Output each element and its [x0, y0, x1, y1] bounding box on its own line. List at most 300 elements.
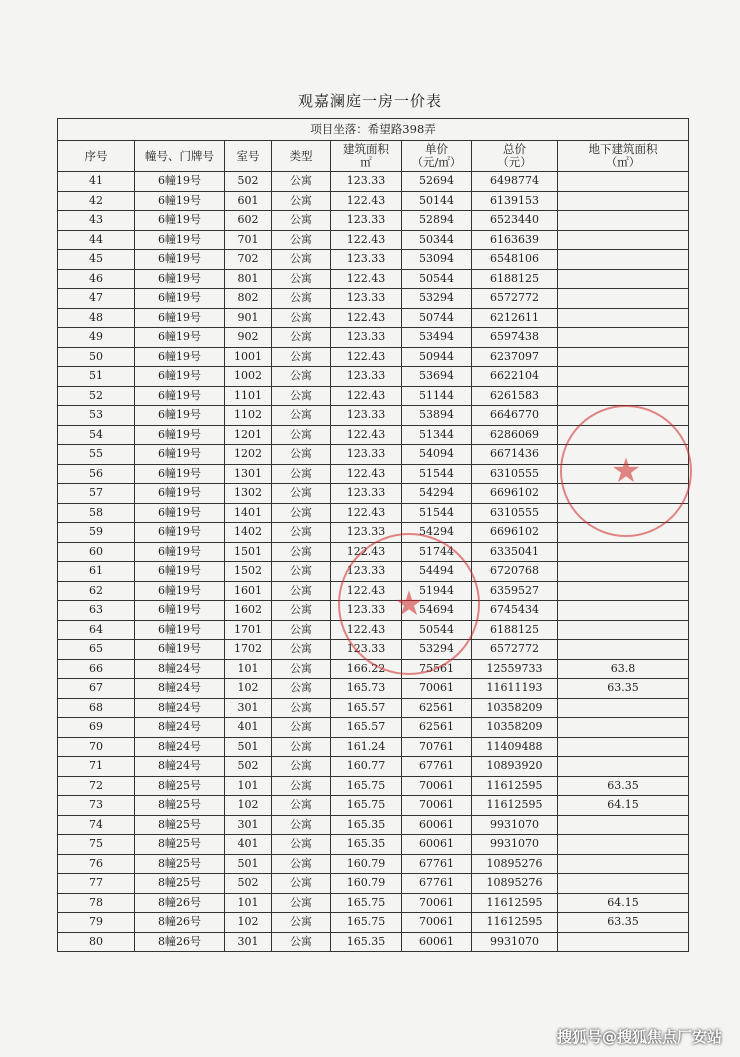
cell-type: 公寓	[272, 893, 331, 913]
cell-building: 8幢25号	[135, 815, 225, 835]
table-row	[58, 406, 689, 426]
cell-under	[558, 581, 689, 601]
cell-seq: 64	[58, 620, 135, 640]
table-row	[58, 523, 689, 543]
cell-type: 公寓	[272, 269, 331, 289]
cell-seq: 57	[58, 484, 135, 504]
cell-under	[558, 698, 689, 718]
cell-room: 101	[225, 659, 272, 679]
table-row	[58, 796, 689, 816]
table-row	[58, 425, 689, 445]
cell-type: 公寓	[272, 367, 331, 387]
cell-room: 1501	[225, 542, 272, 562]
table-row	[58, 464, 689, 484]
cell-price: 53894	[402, 406, 472, 426]
cell-under	[558, 172, 689, 192]
cell-type: 公寓	[272, 445, 331, 465]
cell-seq: 68	[58, 698, 135, 718]
cell-seq: 65	[58, 640, 135, 660]
cell-price: 51944	[402, 581, 472, 601]
cell-total: 6548106	[472, 250, 558, 270]
cell-total: 9931070	[472, 815, 558, 835]
cell-price: 53094	[402, 250, 472, 270]
cell-type: 公寓	[272, 172, 331, 192]
table-row	[58, 211, 689, 231]
cell-building: 6幢19号	[135, 484, 225, 504]
cell-area: 123.33	[331, 640, 402, 660]
cell-area: 123.33	[331, 562, 402, 582]
cell-building: 6幢19号	[135, 523, 225, 543]
header-building: 幢号、门牌号	[135, 141, 225, 172]
cell-building: 8幢26号	[135, 913, 225, 933]
cell-room: 101	[225, 893, 272, 913]
table-row	[58, 854, 689, 874]
cell-total: 6646770	[472, 406, 558, 426]
cell-seq: 58	[58, 503, 135, 523]
cell-room: 1702	[225, 640, 272, 660]
cell-seq: 45	[58, 250, 135, 270]
cell-seq: 42	[58, 191, 135, 211]
cell-seq: 72	[58, 776, 135, 796]
table-row	[58, 659, 689, 679]
cell-under	[558, 523, 689, 543]
cell-area: 165.57	[331, 718, 402, 738]
cell-price: 51544	[402, 503, 472, 523]
cell-room: 501	[225, 737, 272, 757]
cell-room: 102	[225, 679, 272, 699]
cell-type: 公寓	[272, 581, 331, 601]
cell-room: 102	[225, 913, 272, 933]
cell-type: 公寓	[272, 835, 331, 855]
cell-building: 6幢19号	[135, 464, 225, 484]
cell-price: 62561	[402, 718, 472, 738]
cell-room: 601	[225, 191, 272, 211]
cell-total: 6212611	[472, 308, 558, 328]
cell-building: 8幢25号	[135, 874, 225, 894]
cell-type: 公寓	[272, 386, 331, 406]
cell-under	[558, 191, 689, 211]
cell-under	[558, 269, 689, 289]
cell-area: 122.43	[331, 269, 402, 289]
cell-type: 公寓	[272, 659, 331, 679]
cell-type: 公寓	[272, 679, 331, 699]
cell-under	[558, 835, 689, 855]
cell-area: 165.75	[331, 893, 402, 913]
cell-price: 60061	[402, 932, 472, 952]
cell-total: 10895276	[472, 854, 558, 874]
cell-room: 1401	[225, 503, 272, 523]
cell-room: 1302	[225, 484, 272, 504]
table-row	[58, 503, 689, 523]
cell-area: 165.57	[331, 698, 402, 718]
cell-type: 公寓	[272, 737, 331, 757]
cell-under	[558, 854, 689, 874]
cell-seq: 50	[58, 347, 135, 367]
table-row	[58, 191, 689, 211]
cell-seq: 70	[58, 737, 135, 757]
cell-type: 公寓	[272, 484, 331, 504]
cell-price: 60061	[402, 835, 472, 855]
cell-total: 6720768	[472, 562, 558, 582]
cell-price: 54494	[402, 562, 472, 582]
cell-price: 50544	[402, 269, 472, 289]
table-row	[58, 757, 689, 777]
cell-building: 6幢19号	[135, 425, 225, 445]
cell-price: 50144	[402, 191, 472, 211]
cell-seq: 69	[58, 718, 135, 738]
cell-under	[558, 445, 689, 465]
watermark-text: 搜狐号@搜狐焦点厂安站	[556, 1028, 722, 1046]
table-row	[58, 737, 689, 757]
cell-area: 123.33	[331, 484, 402, 504]
cell-area: 123.33	[331, 406, 402, 426]
cell-seq: 62	[58, 581, 135, 601]
cell-type: 公寓	[272, 542, 331, 562]
cell-price: 51144	[402, 386, 472, 406]
cell-area: 161.24	[331, 737, 402, 757]
cell-building: 8幢24号	[135, 737, 225, 757]
table-row	[58, 367, 689, 387]
cell-under	[558, 425, 689, 445]
cell-seq: 55	[58, 445, 135, 465]
cell-area: 165.75	[331, 913, 402, 933]
header-seq: 序号	[58, 141, 135, 172]
cell-price: 54294	[402, 484, 472, 504]
cell-type: 公寓	[272, 562, 331, 582]
cell-type: 公寓	[272, 289, 331, 309]
cell-under: 63.35	[558, 776, 689, 796]
cell-type: 公寓	[272, 776, 331, 796]
cell-building: 8幢24号	[135, 757, 225, 777]
table-row	[58, 698, 689, 718]
cell-building: 6幢19号	[135, 503, 225, 523]
cell-total: 6696102	[472, 523, 558, 543]
cell-under	[558, 757, 689, 777]
cell-building: 6幢19号	[135, 269, 225, 289]
cell-under	[558, 328, 689, 348]
cell-building: 8幢25号	[135, 854, 225, 874]
cell-total: 6335041	[472, 542, 558, 562]
cell-total: 6188125	[472, 620, 558, 640]
cell-area: 160.77	[331, 757, 402, 777]
table-row	[58, 776, 689, 796]
cell-building: 6幢19号	[135, 542, 225, 562]
cell-seq: 63	[58, 601, 135, 621]
cell-room: 1001	[225, 347, 272, 367]
cell-area: 165.35	[331, 815, 402, 835]
cell-building: 6幢19号	[135, 191, 225, 211]
cell-seq: 47	[58, 289, 135, 309]
cell-seq: 49	[58, 328, 135, 348]
cell-building: 6幢19号	[135, 445, 225, 465]
cell-price: 53294	[402, 289, 472, 309]
header-room: 室号	[225, 141, 272, 172]
seal-star-icon: ★	[610, 451, 642, 491]
table-row	[58, 269, 689, 289]
cell-total: 6498774	[472, 172, 558, 192]
cell-under: 63.35	[558, 913, 689, 933]
header-unit-price: 单价 （元/㎡）	[402, 141, 472, 172]
cell-room: 401	[225, 718, 272, 738]
cell-under	[558, 386, 689, 406]
cell-total: 6261583	[472, 386, 558, 406]
cell-total: 6188125	[472, 269, 558, 289]
cell-type: 公寓	[272, 328, 331, 348]
cell-room: 1602	[225, 601, 272, 621]
table-row	[58, 835, 689, 855]
cell-price: 52694	[402, 172, 472, 192]
cell-price: 50744	[402, 308, 472, 328]
cell-total: 6237097	[472, 347, 558, 367]
cell-building: 6幢19号	[135, 211, 225, 231]
cell-room: 101	[225, 776, 272, 796]
cell-under	[558, 874, 689, 894]
table-row	[58, 308, 689, 328]
cell-room: 702	[225, 250, 272, 270]
table-row	[58, 250, 689, 270]
cell-type: 公寓	[272, 406, 331, 426]
cell-type: 公寓	[272, 913, 331, 933]
cell-price: 54694	[402, 601, 472, 621]
cell-under	[558, 308, 689, 328]
cell-building: 6幢19号	[135, 328, 225, 348]
cell-total: 10893920	[472, 757, 558, 777]
cell-price: 62561	[402, 698, 472, 718]
cell-total: 6310555	[472, 464, 558, 484]
cell-total: 11612595	[472, 893, 558, 913]
cell-type: 公寓	[272, 230, 331, 250]
cell-type: 公寓	[272, 308, 331, 328]
cell-room: 1101	[225, 386, 272, 406]
cell-total: 11409488	[472, 737, 558, 757]
cell-area: 160.79	[331, 854, 402, 874]
cell-total: 6745434	[472, 601, 558, 621]
cell-area: 165.73	[331, 679, 402, 699]
table-row	[58, 328, 689, 348]
cell-seq: 80	[58, 932, 135, 952]
cell-type: 公寓	[272, 601, 331, 621]
cell-area: 165.35	[331, 835, 402, 855]
cell-building: 6幢19号	[135, 172, 225, 192]
table-row	[58, 386, 689, 406]
cell-area: 123.33	[331, 289, 402, 309]
cell-room: 501	[225, 854, 272, 874]
cell-type: 公寓	[272, 620, 331, 640]
cell-room: 1002	[225, 367, 272, 387]
cell-area: 122.43	[331, 620, 402, 640]
cell-building: 6幢19号	[135, 367, 225, 387]
cell-under	[558, 347, 689, 367]
cell-seq: 51	[58, 367, 135, 387]
cell-under	[558, 289, 689, 309]
table-row	[58, 542, 689, 562]
table-row	[58, 445, 689, 465]
cell-seq: 73	[58, 796, 135, 816]
cell-price: 70061	[402, 893, 472, 913]
cell-type: 公寓	[272, 718, 331, 738]
cell-area: 123.33	[331, 328, 402, 348]
cell-price: 67761	[402, 854, 472, 874]
cell-under	[558, 211, 689, 231]
cell-type: 公寓	[272, 796, 331, 816]
table-row	[58, 620, 689, 640]
cell-under: 64.15	[558, 796, 689, 816]
page-title: 观嘉澜庭一房一价表	[297, 92, 442, 110]
cell-price: 53494	[402, 328, 472, 348]
cell-area: 165.75	[331, 796, 402, 816]
cell-price: 60061	[402, 815, 472, 835]
cell-under	[558, 250, 689, 270]
cell-room: 502	[225, 874, 272, 894]
cell-room: 1502	[225, 562, 272, 582]
cell-price: 50344	[402, 230, 472, 250]
cell-building: 6幢19号	[135, 562, 225, 582]
table-row	[58, 581, 689, 601]
cell-under	[558, 932, 689, 952]
cell-under: 63.35	[558, 679, 689, 699]
cell-price: 75561	[402, 659, 472, 679]
cell-room: 301	[225, 932, 272, 952]
cell-building: 8幢24号	[135, 698, 225, 718]
cell-under	[558, 601, 689, 621]
cell-building: 6幢19号	[135, 250, 225, 270]
cell-total: 9931070	[472, 835, 558, 855]
cell-building: 6幢19号	[135, 386, 225, 406]
cell-total: 6163639	[472, 230, 558, 250]
cell-type: 公寓	[272, 250, 331, 270]
cell-seq: 48	[58, 308, 135, 328]
cell-area: 122.43	[331, 347, 402, 367]
cell-area: 165.75	[331, 776, 402, 796]
cell-building: 6幢19号	[135, 581, 225, 601]
cell-total: 6286069	[472, 425, 558, 445]
cell-area: 123.33	[331, 601, 402, 621]
cell-room: 901	[225, 308, 272, 328]
cell-price: 51344	[402, 425, 472, 445]
cell-total: 6523440	[472, 211, 558, 231]
cell-building: 6幢19号	[135, 308, 225, 328]
cell-price: 67761	[402, 874, 472, 894]
cell-seq: 66	[58, 659, 135, 679]
cell-area: 166.22	[331, 659, 402, 679]
table-row	[58, 601, 689, 621]
cell-total: 6671436	[472, 445, 558, 465]
cell-price: 50944	[402, 347, 472, 367]
cell-price: 53694	[402, 367, 472, 387]
table-row	[58, 718, 689, 738]
cell-room: 102	[225, 796, 272, 816]
cell-price: 67761	[402, 757, 472, 777]
cell-room: 1301	[225, 464, 272, 484]
cell-under	[558, 406, 689, 426]
cell-building: 6幢19号	[135, 289, 225, 309]
cell-area: 122.43	[331, 581, 402, 601]
cell-building: 6幢19号	[135, 406, 225, 426]
cell-building: 6幢19号	[135, 620, 225, 640]
header-area: 建筑面积 ㎡	[331, 141, 402, 172]
cell-price: 51544	[402, 464, 472, 484]
cell-room: 902	[225, 328, 272, 348]
table-row	[58, 913, 689, 933]
cell-area: 122.43	[331, 425, 402, 445]
table-row	[58, 679, 689, 699]
cell-type: 公寓	[272, 932, 331, 952]
table-row	[58, 230, 689, 250]
cell-building: 8幢25号	[135, 835, 225, 855]
cell-type: 公寓	[272, 503, 331, 523]
cell-seq: 76	[58, 854, 135, 874]
cell-price: 70061	[402, 796, 472, 816]
cell-price: 70061	[402, 913, 472, 933]
cell-room: 1701	[225, 620, 272, 640]
cell-under: 64.15	[558, 893, 689, 913]
cell-under	[558, 503, 689, 523]
cell-seq: 43	[58, 211, 135, 231]
cell-area: 165.35	[331, 932, 402, 952]
cell-under	[558, 367, 689, 387]
cell-type: 公寓	[272, 854, 331, 874]
cell-price: 70061	[402, 776, 472, 796]
cell-seq: 56	[58, 464, 135, 484]
cell-room: 1601	[225, 581, 272, 601]
cell-room: 602	[225, 211, 272, 231]
seal-star-icon: ★	[393, 584, 425, 624]
cell-seq: 79	[58, 913, 135, 933]
cell-room: 801	[225, 269, 272, 289]
cell-total: 11612595	[472, 913, 558, 933]
header-type: 类型	[272, 141, 331, 172]
cell-room: 401	[225, 835, 272, 855]
cell-type: 公寓	[272, 874, 331, 894]
cell-total: 11612595	[472, 776, 558, 796]
cell-seq: 77	[58, 874, 135, 894]
cell-total: 6622104	[472, 367, 558, 387]
cell-total: 9931070	[472, 932, 558, 952]
table-row	[58, 815, 689, 835]
cell-price: 50544	[402, 620, 472, 640]
cell-total: 6359527	[472, 581, 558, 601]
cell-room: 1202	[225, 445, 272, 465]
cell-under	[558, 562, 689, 582]
cell-type: 公寓	[272, 757, 331, 777]
cell-building: 8幢24号	[135, 659, 225, 679]
cell-total: 6696102	[472, 484, 558, 504]
cell-total: 11612595	[472, 796, 558, 816]
cell-under	[558, 464, 689, 484]
cell-seq: 41	[58, 172, 135, 192]
cell-area: 123.33	[331, 367, 402, 387]
cell-price: 54094	[402, 445, 472, 465]
cell-building: 6幢19号	[135, 347, 225, 367]
cell-under	[558, 230, 689, 250]
cell-under	[558, 640, 689, 660]
cell-room: 1102	[225, 406, 272, 426]
cell-under	[558, 542, 689, 562]
cell-total: 10895276	[472, 874, 558, 894]
cell-seq: 61	[58, 562, 135, 582]
cell-type: 公寓	[272, 425, 331, 445]
table-row	[58, 289, 689, 309]
cell-price: 51744	[402, 542, 472, 562]
cell-seq: 67	[58, 679, 135, 699]
cell-price: 70061	[402, 679, 472, 699]
cell-total: 6572772	[472, 289, 558, 309]
cell-room: 502	[225, 172, 272, 192]
cell-area: 122.43	[331, 230, 402, 250]
cell-building: 8幢26号	[135, 932, 225, 952]
cell-room: 1402	[225, 523, 272, 543]
cell-seq: 78	[58, 893, 135, 913]
